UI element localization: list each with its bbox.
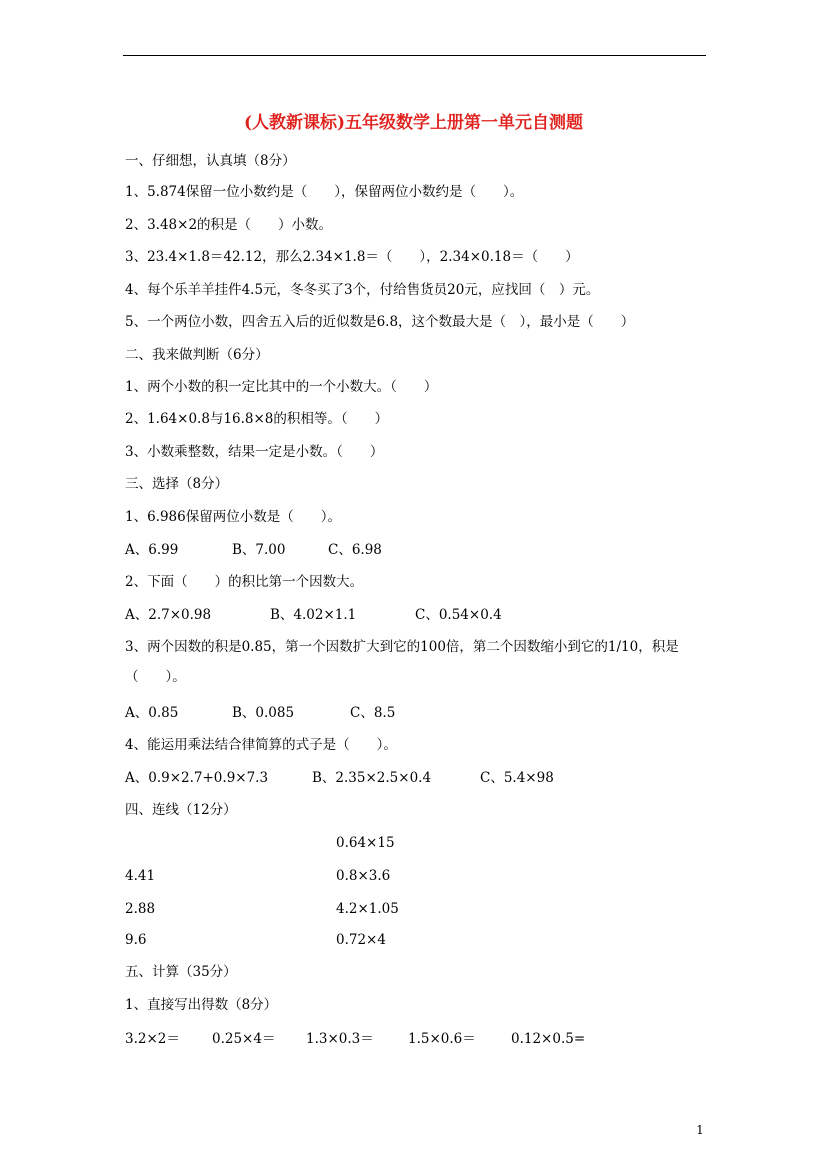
option: C、0.54×0.4 <box>415 607 502 623</box>
match-right-item: 0.72×4 <box>336 932 386 948</box>
option: A、0.85 <box>125 705 179 721</box>
options-row <box>125 540 725 560</box>
calc-expression: 0.12×0.5= <box>511 1031 586 1047</box>
option: B、0.085 <box>232 705 295 721</box>
subsection-heading: 1、直接写出得数（8分） <box>125 997 278 1013</box>
option: B、4.02×1.1 <box>270 607 357 623</box>
header-rule <box>123 55 706 56</box>
page-number: 1 <box>696 1123 704 1137</box>
option: C、8.5 <box>350 705 396 721</box>
calc-expression: 1.5×0.6＝ <box>408 1031 476 1047</box>
question-text: 2、3.48×2的积是（ ）小数。 <box>125 217 333 233</box>
question-text: 4、能运用乘法结合律简算的式子是（ ）。 <box>125 737 397 753</box>
question-text: 3、小数乘整数，结果一定是小数。（ ） <box>125 444 384 460</box>
calc-expression: 1.3×0.3＝ <box>306 1031 374 1047</box>
option: A、2.7×0.98 <box>125 607 212 623</box>
option: C、6.98 <box>328 542 382 558</box>
calc-expression: 3.2×2＝ <box>125 1031 180 1047</box>
options-row <box>125 605 725 625</box>
question-text: 1、6.986保留两位小数是（ ）。 <box>125 509 341 525</box>
option: C、5.4×98 <box>480 770 554 786</box>
question-text: 5、一个两位小数，四舍五入后的近似数是6.8，这个数最大是（ ），最小是（ ） <box>125 314 635 330</box>
section-5-heading: 五、计算（35分） <box>125 964 237 980</box>
match-left-item: 2.88 <box>125 901 156 917</box>
match-left-item: 4.41 <box>125 868 156 884</box>
section-3-heading: 三、选择（8分） <box>125 476 229 492</box>
question-text: 3、两个因数的积是0.85，第一个因数扩大到它的100倍，第二个因数缩小到它的1/10，积是（ ）。 <box>125 639 679 685</box>
calc-expression: 0.25×4＝ <box>212 1031 276 1047</box>
option: B、7.00 <box>232 542 286 558</box>
question-text: 3、23.4×1.8＝42.12，那么2.34×1.8＝（ ），2.34×0.18＝（ ） <box>125 249 579 265</box>
section-1-heading: 一、仔细想，认真填（8分） <box>125 153 296 169</box>
calc-row <box>125 1029 725 1049</box>
section-4-heading: 四、连线（12分） <box>125 802 237 818</box>
question-text: 1、两个小数的积一定比其中的一个小数大。（ ） <box>125 379 438 395</box>
option: A、6.99 <box>125 542 179 558</box>
match-left-item: 9.6 <box>125 932 147 948</box>
options-row <box>125 768 725 788</box>
match-right-item: 0.64×15 <box>336 835 395 851</box>
match-right-item: 4.2×1.05 <box>336 901 399 917</box>
question-text: 2、下面（ ）的积比第一个因数大。 <box>125 574 364 590</box>
section-2-heading: 二、我来做判断（6分） <box>125 347 269 363</box>
question-text: 4、每个乐羊羊挂件4.5元，冬冬买了3个，付给售货员20元，应找回（ ）元。 <box>125 282 600 298</box>
match-right-item: 0.8×3.6 <box>336 868 391 884</box>
question-text: 2、1.64×0.8与16.8×8的积相等。（ ） <box>125 411 389 427</box>
options-row <box>125 703 725 723</box>
question-text: 1、5.874保留一位小数约是（ ），保留两位小数约是（ ）。 <box>125 184 524 200</box>
option: A、0.9×2.7+0.9×7.3 <box>125 770 269 786</box>
option: B、2.35×2.5×0.4 <box>312 770 432 786</box>
page-title: (人教新课标)五年级数学上册第一单元自测题 <box>243 113 584 133</box>
